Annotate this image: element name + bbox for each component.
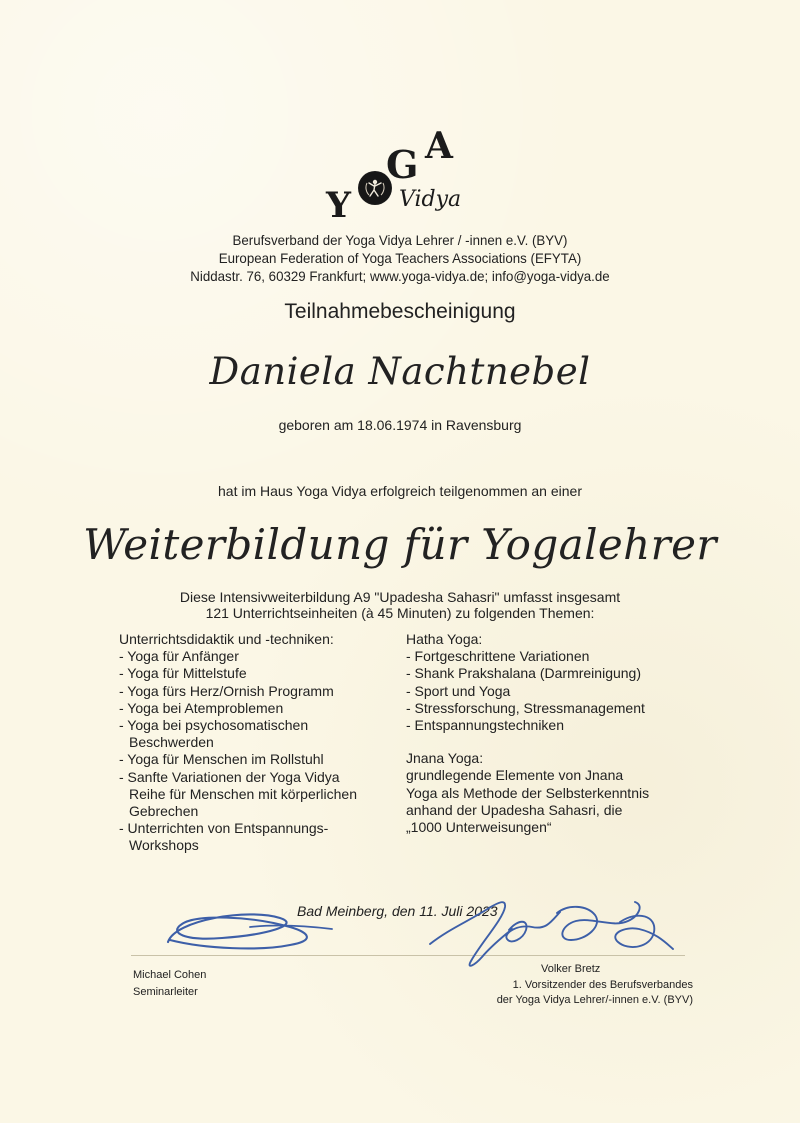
topic-item-continuation: Beschwerden — [129, 734, 214, 751]
topic-item: - Sanfte Variationen der Yoga Vidya — [119, 768, 340, 785]
right-signer-role — [463, 978, 693, 1008]
topic-item: - Yoga bei psychosomatischen — [119, 717, 309, 734]
topic-item: - Yoga für Menschen im Rollstuhl — [119, 751, 324, 768]
topic-item-continuation: Gebrechen — [129, 803, 199, 820]
topic-item: - Unterrichten von Entspannungs- — [119, 820, 329, 837]
participation-text: hat im Haus Yoga Vidya erfolgreich teilgenommen an einer — [218, 483, 582, 499]
topic-description-line: anhand der Upadesha Sahasri, die — [406, 801, 623, 818]
topic-description-line: „1000 Unterweisungen“ — [406, 819, 552, 836]
left-signer-role: Seminarleiter — [133, 986, 198, 998]
logo-letter-g: G — [386, 142, 419, 187]
right-signer-role-line-1: 1. Vorsitzender des Berufsverbandes — [512, 979, 693, 991]
topic-item: - Fortgeschrittene Variationen — [406, 648, 590, 665]
topics-heading-jnana-yoga: Jnana Yoga: — [406, 750, 484, 767]
recipient-name: Daniela Nachtnebel — [209, 350, 591, 393]
left-signer-name: Michael Cohen — [133, 969, 207, 981]
yoga-topics-column — [406, 631, 706, 836]
location-date: Bad Meinberg, den 11. Juli 2023 — [297, 903, 498, 919]
logo-letter-a: A — [425, 125, 453, 167]
logo-letter-y: Y — [326, 185, 351, 226]
logo-subtitle: Vidya — [399, 187, 462, 212]
topic-item: - Yoga fürs Herz/Ornish Programm — [119, 682, 334, 699]
left-handwritten-signature — [160, 900, 350, 970]
course-title: Weiterbildung für Yogalehrer — [83, 520, 717, 569]
topic-description-line: Yoga als Methode der Selbsterkenntnis — [406, 784, 650, 801]
topic-item-continuation: Workshops — [129, 837, 199, 854]
teaching-topics-column — [119, 631, 399, 855]
topics-heading-hatha-yoga: Hatha Yoga: — [406, 631, 483, 647]
birth-info: geboren am 18.06.1974 in Ravensburg — [278, 417, 522, 433]
right-signer-role-line-2: der Yoga Vidya Lehrer/-innen e.V. (BYV) — [496, 994, 693, 1006]
topics-heading-teaching: Unterrichtsdidaktik und -techniken: — [119, 631, 334, 647]
certificate-title: Teilnahmebescheinigung — [284, 300, 516, 323]
course-description-line-2: 121 Unterrichtseinheiten (à 45 Minuten) zu folgenden Themen: — [205, 605, 595, 621]
section-spacer — [406, 734, 706, 750]
topic-item: - Sport und Yoga — [406, 682, 511, 699]
course-description-line-1: Diese Intensivweiterbildung A9 "Upadesha Sahasri" umfasst insgesamt — [179, 589, 621, 605]
organization-line-2: European Federation of Yoga Teachers Associations (EFYTA) — [218, 250, 582, 266]
topic-item: - Shank Prakshalana (Darmreinigung) — [406, 665, 641, 682]
topic-item: - Yoga für Mittelstufe — [119, 665, 247, 682]
right-signer-name: Volker Bretz — [541, 963, 601, 975]
topic-description-line: grundlegende Elemente von Jnana — [406, 767, 624, 784]
topic-item: - Entspannungstechniken — [406, 717, 564, 734]
topic-item: - Yoga bei Atemproblemen — [119, 699, 284, 716]
organization-line-1: Berufsverband der Yoga Vidya Lehrer / -innen e.V. (BYV) — [232, 232, 568, 248]
organization-line-3: Niddastr. 76, 60329 Frankfurt; www.yoga-vidya.de; info@yoga-vidya.de — [190, 268, 610, 284]
topic-item: - Stressforschung, Stressmanagement — [406, 699, 645, 716]
topic-item-continuation: Reihe für Menschen mit körperlichen — [129, 785, 357, 802]
yoga-vidya-logo — [320, 125, 470, 230]
topic-item: - Yoga für Anfänger — [119, 648, 239, 665]
